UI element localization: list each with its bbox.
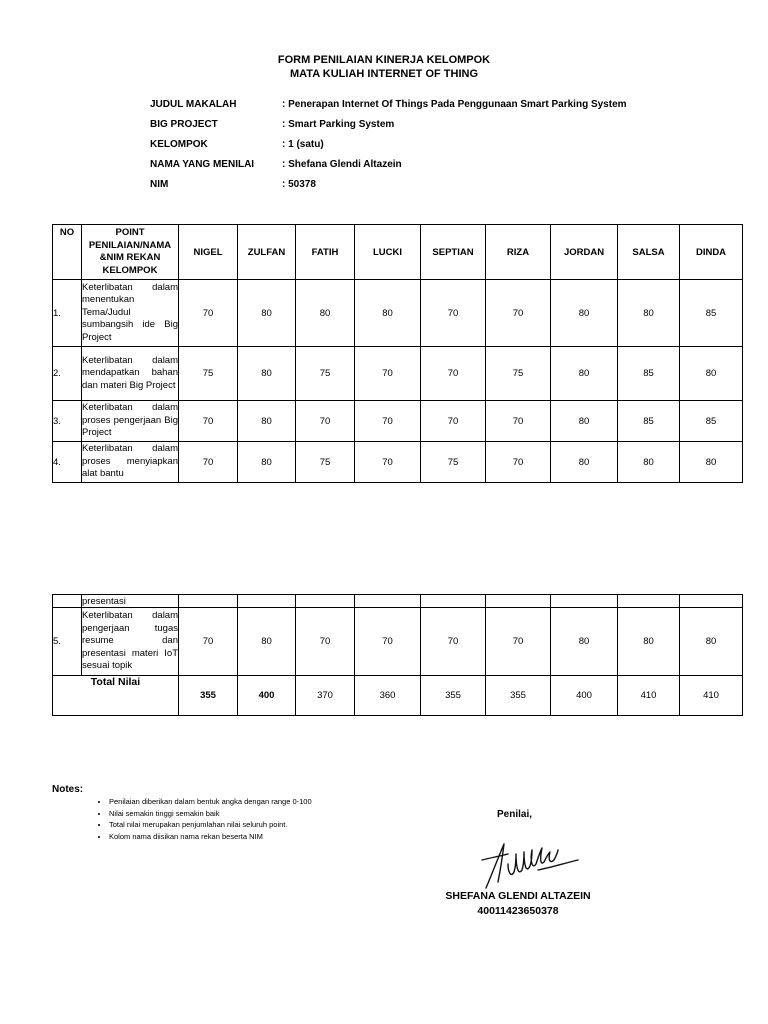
- notes-title: Notes:: [52, 784, 84, 795]
- header-name: LUCKI: [355, 225, 421, 280]
- score-cell: 75: [296, 347, 355, 401]
- score-cell: 80: [551, 280, 618, 347]
- info-value-judul: : Penerapan Internet Of Things Pada Penggunaan Smart Parking System: [282, 99, 627, 110]
- score-cell: 75: [421, 442, 486, 483]
- row-criteria: Keterlibatan dalam pengerjaan tugas resume dan presentasi materi IoT sesuai topik: [82, 608, 179, 676]
- list-item: • Penilaian diberikan dalam bentuk angka dengan range 0-100: [109, 796, 312, 808]
- score-cell: 70: [355, 347, 421, 401]
- info-label-big-project: BIG PROJECT: [150, 119, 218, 130]
- header-name: RIZA: [486, 225, 551, 280]
- row-number: 1.: [53, 280, 82, 347]
- score-cell: 70: [296, 608, 355, 676]
- notes-list: [92, 796, 312, 842]
- score-cell: 70: [421, 347, 486, 401]
- score-cell: 70: [355, 442, 421, 483]
- score-cell: 80: [296, 280, 355, 347]
- info-value-kelompok: : 1 (satu): [282, 139, 324, 150]
- table-row: [53, 401, 743, 442]
- total-cell: 355: [179, 676, 238, 716]
- header-name: NIGEL: [179, 225, 238, 280]
- total-cell: 355: [486, 676, 551, 716]
- signer-name: SHEFANA GLENDI ALTAZEIN: [445, 890, 591, 902]
- list-item: • Total nilai merupakan penjumlahan nilai seluruh point.: [109, 819, 312, 831]
- score-cell: 70: [486, 608, 551, 676]
- score-cell: 70: [355, 608, 421, 676]
- penilai-label: Penilai,: [497, 809, 533, 820]
- score-cell: 80: [238, 280, 296, 347]
- total-cell: 400: [238, 676, 296, 716]
- score-cell: 80: [618, 280, 680, 347]
- total-cell: 410: [618, 676, 680, 716]
- table-row: [53, 608, 743, 676]
- row-criteria-continued: presentasi: [82, 595, 179, 608]
- row-criteria: Keterlibatan dalam menentukan Tema/Judul sumbangsih ide Big Project: [82, 280, 179, 347]
- header-no: NO: [53, 225, 82, 280]
- table-row: [53, 442, 743, 483]
- signature-icon: [478, 830, 583, 894]
- score-cell: 80: [238, 608, 296, 676]
- handwritten-signature: [478, 830, 583, 899]
- header-name: ZULFAN: [238, 225, 296, 280]
- total-cell: 400: [551, 676, 618, 716]
- score-cell: 80: [238, 442, 296, 483]
- score-cell: 70: [486, 401, 551, 442]
- info-label-penilai: NAMA YANG MENILAI: [150, 159, 255, 170]
- table-row: [53, 347, 743, 401]
- score-cell: 70: [179, 442, 238, 483]
- header-name: SALSA: [618, 225, 680, 280]
- score-cell: 80: [551, 401, 618, 442]
- score-cell: 70: [355, 401, 421, 442]
- score-cell: 70: [421, 280, 486, 347]
- total-cell: 370: [296, 676, 355, 716]
- total-label: Total Nilai: [53, 676, 179, 716]
- row-criteria: Keterlibatan dalam proses pengerjaan Big Project: [82, 401, 179, 442]
- score-cell: 80: [680, 608, 743, 676]
- info-value-penilai: : Shefana Glendi Altazein: [282, 159, 402, 170]
- score-cell: 80: [551, 347, 618, 401]
- row-number: 5.: [53, 608, 82, 676]
- row-number: 3.: [53, 401, 82, 442]
- score-cell: 75: [179, 347, 238, 401]
- score-cell: 85: [680, 280, 743, 347]
- header-name: DINDA: [680, 225, 743, 280]
- header-name: FATIH: [296, 225, 355, 280]
- score-cell: 75: [296, 442, 355, 483]
- grade-table-part1: [52, 224, 743, 483]
- info-label-kelompok: KELOMPOK: [150, 139, 208, 150]
- score-cell: 70: [421, 608, 486, 676]
- grade-table-part2: [52, 594, 743, 716]
- list-item: • Nilai semakin tinggi semakin baik: [109, 808, 312, 820]
- score-cell: 80: [551, 442, 618, 483]
- score-cell: 70: [486, 442, 551, 483]
- score-cell: 80: [238, 347, 296, 401]
- score-cell: 80: [680, 442, 743, 483]
- score-cell: 70: [296, 401, 355, 442]
- table-header-row: [53, 225, 743, 280]
- score-cell: 75: [486, 347, 551, 401]
- score-cell: 80: [680, 347, 743, 401]
- row-criteria: Keterlibatan dalam mendapatkan bahan dan materi Big Project: [82, 347, 179, 401]
- header-point: POINT PENILAIAN/NAMA &NIM REKAN KELOMPOK: [82, 225, 179, 280]
- score-cell: 80: [238, 401, 296, 442]
- score-cell: 80: [355, 280, 421, 347]
- info-value-nim: : 50378: [282, 179, 316, 190]
- total-row: [53, 676, 743, 716]
- score-cell: 70: [421, 401, 486, 442]
- row-criteria: Keterlibatan dalam proses menyiapkan alat bantu: [82, 442, 179, 483]
- total-cell: 355: [421, 676, 486, 716]
- info-label-judul: JUDUL MAKALAH: [150, 99, 237, 110]
- score-cell: 70: [179, 608, 238, 676]
- score-cell: 85: [618, 347, 680, 401]
- signer-nim: 40011423650378: [477, 905, 559, 917]
- total-cell: 360: [355, 676, 421, 716]
- total-cell: 410: [680, 676, 743, 716]
- score-cell: 80: [551, 608, 618, 676]
- list-item: • Kolom nama diisikan nama rekan beserta NIM: [109, 831, 312, 843]
- score-cell: 70: [486, 280, 551, 347]
- info-label-nim: NIM: [150, 179, 169, 190]
- row-number: 2.: [53, 347, 82, 401]
- score-cell: 70: [179, 280, 238, 347]
- header-name: JORDAN: [551, 225, 618, 280]
- header-name: SEPTIAN: [421, 225, 486, 280]
- table-row: [53, 280, 743, 347]
- score-cell: 80: [618, 608, 680, 676]
- score-cell: 70: [179, 401, 238, 442]
- score-cell: 85: [618, 401, 680, 442]
- score-cell: 80: [618, 442, 680, 483]
- table-row-continued: [53, 595, 743, 608]
- form-title: FORM PENILAIAN KINERJA KELOMPOK: [277, 54, 491, 66]
- info-value-big-project: : Smart Parking System: [282, 119, 395, 130]
- form-subtitle: MATA KULIAH INTERNET OF THING: [290, 68, 478, 80]
- score-cell: 85: [680, 401, 743, 442]
- row-number: 4.: [53, 442, 82, 483]
